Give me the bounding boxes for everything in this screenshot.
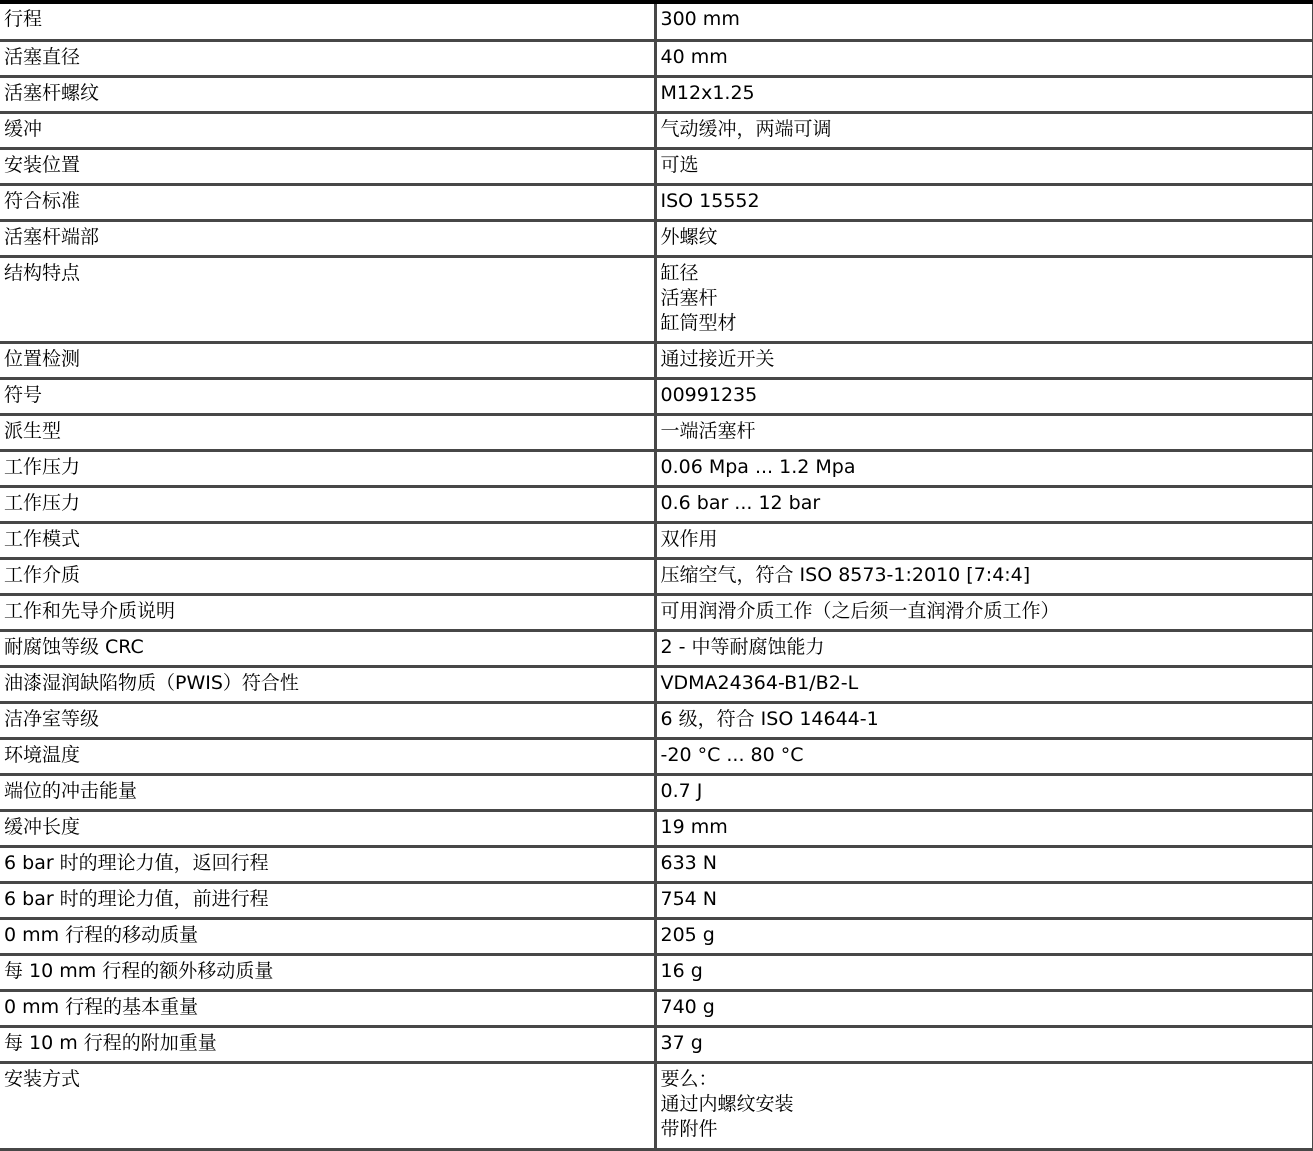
spec-label: 环境温度 (0, 738, 655, 774)
spec-value-line: 要么： (660, 1067, 718, 1090)
spec-label: 缓冲 (0, 112, 655, 148)
spec-value (655, 594, 1313, 630)
spec-value-line: 一端活塞杆 (660, 419, 756, 442)
spec-row (0, 4, 1313, 40)
spec-row (0, 148, 1313, 184)
spec-value (655, 810, 1313, 846)
spec-label: 符号 (0, 378, 655, 414)
spec-row (0, 1062, 1313, 1149)
spec-value (655, 702, 1313, 738)
spec-value (655, 184, 1313, 220)
spec-value (655, 256, 1313, 342)
spec-row (0, 990, 1313, 1026)
spec-label: 每 10 mm 行程的额外移动质量 (0, 954, 655, 990)
spec-label: 0 mm 行程的基本重量 (0, 990, 655, 1026)
spec-row (0, 918, 1313, 954)
spec-value-line: 37 g (660, 1031, 703, 1054)
spec-value (655, 666, 1313, 702)
spec-value-line: 19 mm (660, 815, 728, 838)
spec-value-line: M12x1.25 (660, 81, 755, 104)
spec-row (0, 738, 1313, 774)
spec-value-line: 0.7 J (660, 779, 703, 802)
spec-value-line: 00991235 (660, 383, 758, 406)
spec-row (0, 256, 1313, 342)
spec-value-line: ISO 15552 (660, 189, 760, 212)
spec-label: 工作和先导介质说明 (0, 594, 655, 630)
spec-label: 工作介质 (0, 558, 655, 594)
spec-value (655, 486, 1313, 522)
spec-value (655, 774, 1313, 810)
spec-row (0, 76, 1313, 112)
spec-label: 缓冲长度 (0, 810, 655, 846)
spec-label: 活塞直径 (0, 40, 655, 76)
spec-label: 洁净室等级 (0, 702, 655, 738)
spec-value-line: 可用润滑介质工作（之后须一直润滑介质工作） (660, 599, 1060, 622)
spec-value-line: 缸筒型材 (660, 311, 737, 334)
spec-value (655, 450, 1313, 486)
spec-label: 0 mm 行程的移动质量 (0, 918, 655, 954)
spec-row (0, 342, 1313, 378)
spec-label: 端位的冲击能量 (0, 774, 655, 810)
spec-value-line: 可选 (660, 153, 699, 176)
spec-value-line: 754 N (660, 887, 718, 910)
spec-value (655, 954, 1313, 990)
spec-row (0, 378, 1313, 414)
spec-value-line: 6 级，符合 ISO 14644-1 (660, 707, 879, 730)
spec-value-line: 40 mm (660, 45, 728, 68)
spec-label: 派生型 (0, 414, 655, 450)
spec-value-line: VDMA24364-B1/B2-L (660, 671, 859, 694)
spec-value-line: 16 g (660, 959, 703, 982)
spec-value (655, 738, 1313, 774)
spec-value (655, 522, 1313, 558)
spec-row (0, 184, 1313, 220)
spec-value-line: 外螺纹 (660, 225, 718, 248)
spec-label: 工作模式 (0, 522, 655, 558)
spec-table (0, 4, 1313, 1151)
spec-label: 每 10 m 行程的附加重量 (0, 1026, 655, 1062)
spec-label: 位置检测 (0, 342, 655, 378)
spec-value (655, 414, 1313, 450)
spec-row (0, 810, 1313, 846)
spec-value-line: 205 g (660, 923, 715, 946)
spec-label: 安装方式 (0, 1062, 655, 1149)
spec-value-line: 0.6 bar ... 12 bar (660, 491, 821, 514)
spec-value-line: 双作用 (660, 527, 718, 550)
spec-value-line: 300 mm (660, 8, 740, 30)
spec-label: 6 bar 时的理论力值，前进行程 (0, 882, 655, 918)
spec-row (0, 450, 1313, 486)
spec-row (0, 846, 1313, 882)
spec-label: 符合标准 (0, 184, 655, 220)
spec-value (655, 918, 1313, 954)
spec-value-line: 缸径 (660, 261, 699, 284)
spec-row (0, 774, 1313, 810)
spec-value-line: 通过内螺纹安装 (660, 1092, 794, 1115)
spec-value-line: 活塞杆 (660, 286, 718, 309)
spec-row (0, 522, 1313, 558)
spec-row (0, 882, 1313, 918)
spec-value (655, 40, 1313, 76)
spec-value (655, 1026, 1313, 1062)
spec-value (655, 882, 1313, 918)
spec-value (655, 630, 1313, 666)
spec-value (655, 378, 1313, 414)
spec-value (655, 990, 1313, 1026)
spec-value-line: 通过接近开关 (660, 347, 775, 370)
spec-label: 6 bar 时的理论力值，返回行程 (0, 846, 655, 882)
spec-label: 行程 (0, 4, 655, 40)
spec-row (0, 40, 1313, 76)
spec-value-line: 2 - 中等耐腐蚀能力 (660, 635, 825, 658)
spec-table-body (0, 4, 1313, 1149)
spec-value (655, 112, 1313, 148)
spec-value-line: 压缩空气，符合 ISO 8573-1:2010 [7:4:4] (660, 563, 1031, 586)
spec-value-line: 带附件 (660, 1117, 718, 1140)
spec-row (0, 1026, 1313, 1062)
spec-label: 安装位置 (0, 148, 655, 184)
spec-row (0, 414, 1313, 450)
spec-label: 工作压力 (0, 450, 655, 486)
spec-label: 油漆湿润缺陷物质（PWIS）符合性 (0, 666, 655, 702)
spec-label: 耐腐蚀等级 CRC (0, 630, 655, 666)
spec-row (0, 594, 1313, 630)
spec-row (0, 954, 1313, 990)
spec-row (0, 112, 1313, 148)
spec-value-line: 740 g (660, 995, 715, 1018)
spec-label: 活塞杆端部 (0, 220, 655, 256)
spec-value-line: -20 °C ... 80 °C (660, 743, 804, 766)
spec-row (0, 702, 1313, 738)
spec-label: 结构特点 (0, 256, 655, 342)
spec-row (0, 486, 1313, 522)
spec-label: 活塞杆螺纹 (0, 76, 655, 112)
spec-value (655, 148, 1313, 184)
spec-row (0, 666, 1313, 702)
spec-row (0, 558, 1313, 594)
spec-value (655, 76, 1313, 112)
spec-label: 工作压力 (0, 486, 655, 522)
spec-value (655, 558, 1313, 594)
spec-row (0, 630, 1313, 666)
spec-value (655, 342, 1313, 378)
spec-value (655, 1062, 1313, 1149)
spec-value (655, 846, 1313, 882)
spec-row (0, 220, 1313, 256)
spec-value (655, 220, 1313, 256)
spec-value (655, 4, 1313, 40)
spec-value-line: 气动缓冲，两端可调 (660, 117, 832, 140)
spec-value-line: 633 N (660, 851, 718, 874)
spec-value-line: 0.06 Mpa ... 1.2 Mpa (660, 455, 856, 478)
